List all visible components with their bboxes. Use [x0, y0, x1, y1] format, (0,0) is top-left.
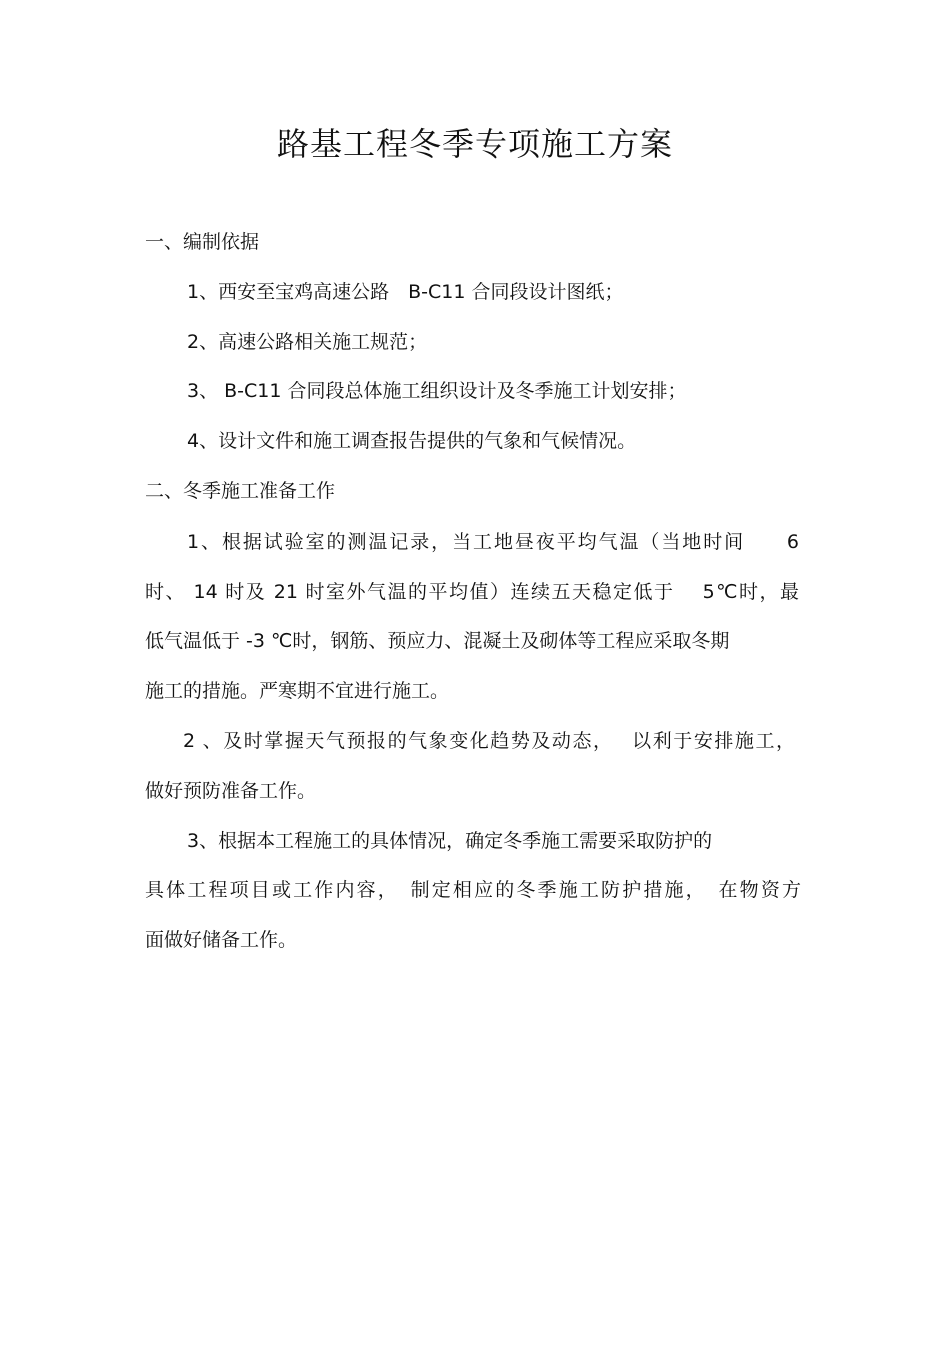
document-title: 路基工程冬季专项施工方案 [276, 125, 673, 163]
section-heading-preparation: 二、冬季施工准备工作 [145, 480, 336, 502]
paragraph-preparation-3-line-2: 具体工程项目或工作内容， 制定相应的冬季施工防护措施， 在物资方 [145, 879, 801, 901]
paragraph-preparation-1-line-4: 施工的措施。严寒期不宜进行施工。 [145, 680, 450, 702]
section-heading-basis: 一、编制依据 [145, 231, 260, 253]
paragraph-preparation-1-line-1: 1、根据试验室的测温记录，当工地昼夜平均气温（当地时间 6 [187, 531, 799, 553]
paragraph-preparation-2-line-2: 做好预防准备工作。 [145, 780, 317, 802]
paragraph-basis-item-4: 4、设计文件和施工调查报告提供的气象和气候情况。 [187, 430, 637, 452]
paragraph-basis-item-1: 1、西安至宝鸡高速公路 B-C11 合同段设计图纸； [187, 281, 624, 303]
paragraph-preparation-2-line-1: 2 、及时掌握天气预报的气象变化趋势及动态， 以利于安排施工， [183, 730, 795, 752]
paragraph-preparation-1-line-3: 低气温低于 -3 ℃时，钢筋、预应力、混凝土及砌体等工程应采取冬期 [145, 630, 730, 652]
paragraph-basis-item-2: 2、高速公路相关施工规范； [187, 331, 428, 353]
paragraph-preparation-3-line-1: 3、根据本工程施工的具体情况，确定冬季施工需要采取防护的 [187, 830, 713, 852]
paragraph-basis-item-3: 3、 B-C11 合同段总体施工组织设计及冬季施工计划安排； [187, 380, 687, 402]
paragraph-preparation-1-line-2: 时、 14 时及 21 时室外气温的平均值）连续五天稳定低于 5℃时，最 [145, 581, 799, 603]
paragraph-preparation-3-line-3: 面做好储备工作。 [145, 929, 298, 951]
